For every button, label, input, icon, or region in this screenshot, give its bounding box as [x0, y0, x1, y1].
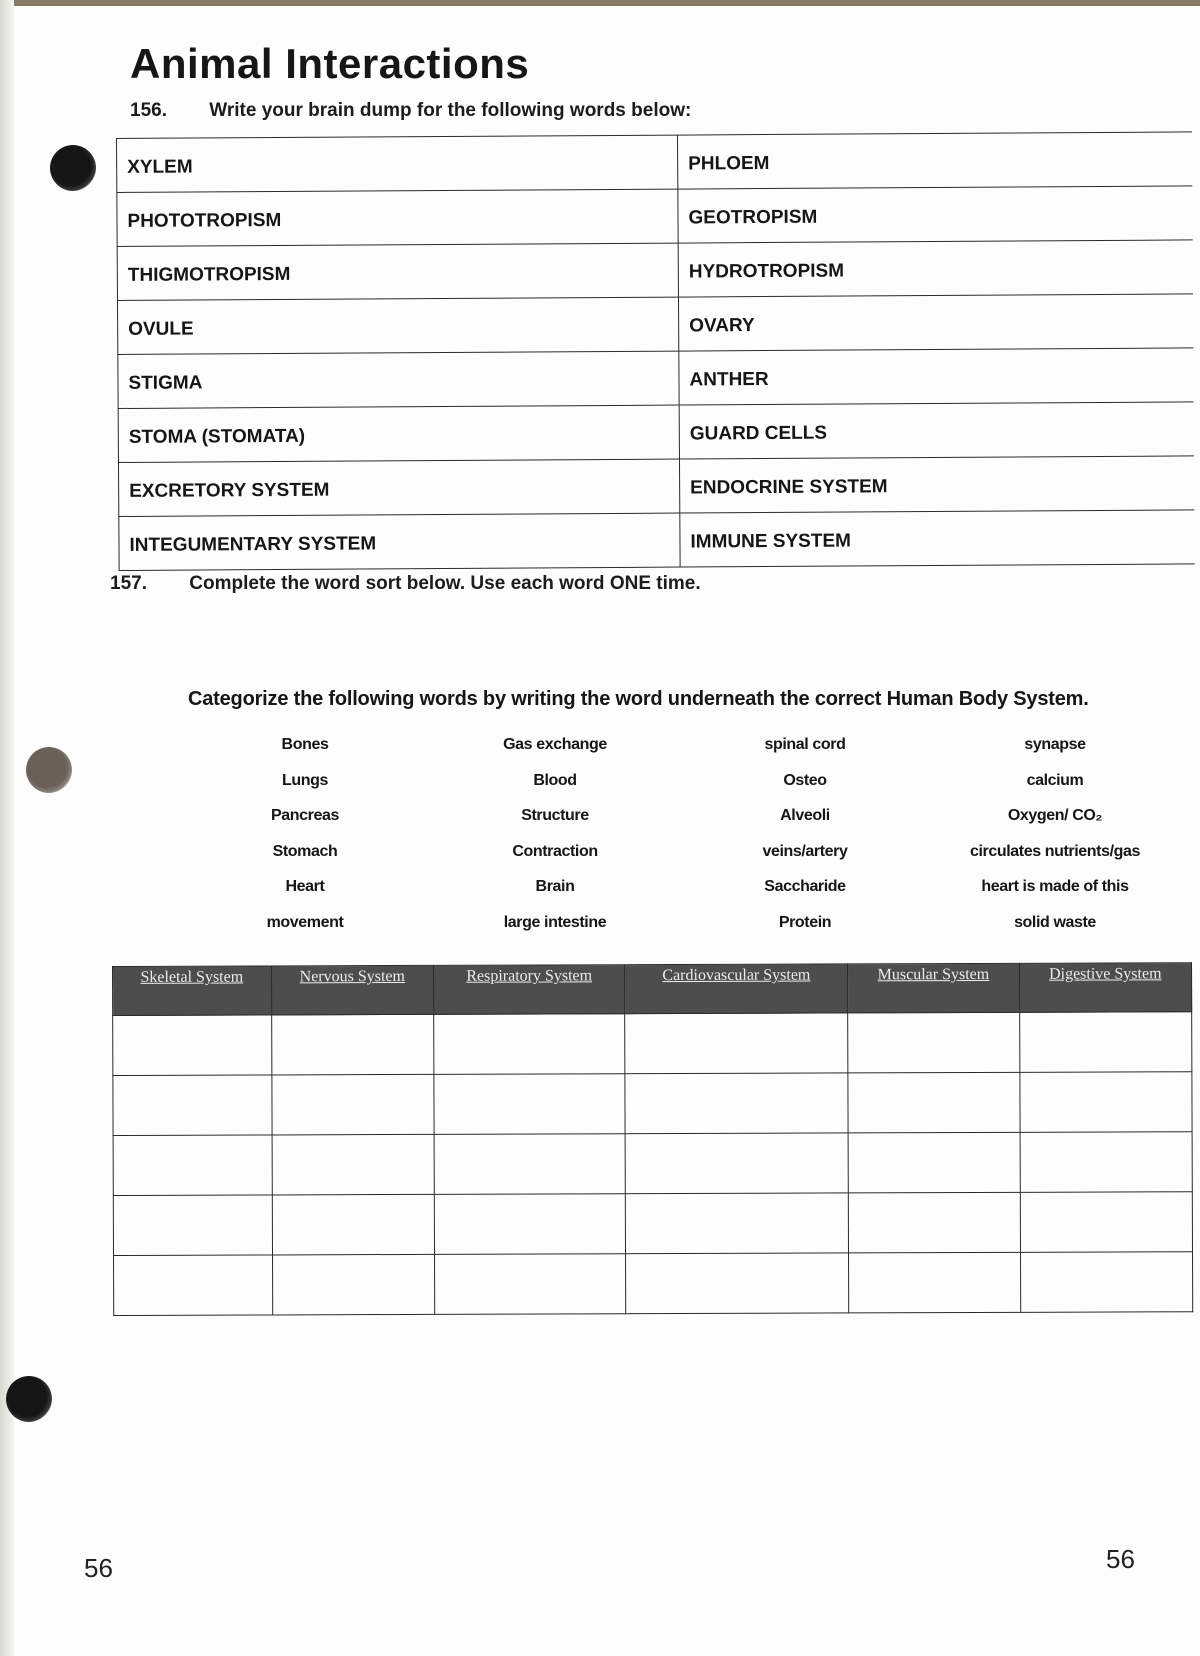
question-157	[110, 573, 701, 595]
question-157-prompt: Complete the word sort below. Use each word ONE time.	[189, 573, 701, 594]
answer-cell[interactable]	[848, 1072, 1019, 1133]
brain-dump-term[interactable]: EXCRETORY SYSTEM	[118, 459, 679, 516]
brain-dump-term[interactable]: INTEGUMENTARY SYSTEM	[119, 513, 680, 570]
page-number-right: 56	[1106, 1544, 1135, 1574]
brain-dump-term[interactable]: STOMA (STOMATA)	[118, 405, 679, 462]
word-bank-item: Pancreas	[271, 807, 339, 824]
answer-cell[interactable]	[1020, 1252, 1193, 1313]
answer-cell[interactable]	[1019, 1012, 1192, 1073]
answer-cell[interactable]	[113, 1195, 272, 1256]
word-bank-item: solid waste	[1014, 913, 1096, 931]
word-bank-item: Oxygen/ CO₂	[1007, 807, 1103, 824]
brain-dump-term[interactable]: XYLEM	[117, 135, 678, 192]
answer-cell[interactable]	[434, 1014, 626, 1075]
brain-dump-row	[117, 240, 1193, 301]
word-bank-item: Saccharide	[764, 878, 846, 895]
binder-hole-bottom	[6, 1376, 52, 1422]
brain-dump-term[interactable]: IMMUNE SYSTEM	[680, 510, 1195, 567]
answer-cell[interactable]	[626, 1253, 849, 1314]
word-bank-item: Lungs	[282, 771, 328, 789]
answer-cell[interactable]	[1020, 1132, 1193, 1193]
word-bank-item: large intestine	[503, 913, 607, 931]
brain-dump-term[interactable]: OVARY	[678, 294, 1193, 351]
systems-answer-row	[114, 1252, 1193, 1316]
brain-dump-row	[119, 510, 1195, 571]
question-156	[130, 100, 691, 122]
brain-dump-term[interactable]: STIGMA	[118, 351, 679, 408]
answer-cell[interactable]	[434, 1254, 626, 1315]
word-bank-item: Contraction	[512, 842, 598, 860]
brain-dump-term[interactable]: PHLOEM	[677, 132, 1192, 189]
page-number-left: 56	[84, 1553, 113, 1583]
word-sort-heading: Categorize the following words by writing the word underneath the correct Human Body System.	[188, 688, 1089, 710]
brain-dump-row	[118, 348, 1194, 409]
page-title: Animal Interactions	[130, 40, 530, 87]
word-bank-item: Blood	[533, 771, 577, 789]
answer-cell[interactable]	[113, 1075, 272, 1136]
word-bank-item: calcium	[1026, 771, 1084, 789]
answer-cell[interactable]	[849, 1252, 1020, 1313]
word-bank-item: Heart	[285, 878, 325, 895]
brain-dump-term[interactable]: HYDROTROPISM	[678, 240, 1193, 297]
system-column-header: Digestive System	[1019, 963, 1192, 1013]
system-column-header: Muscular System	[848, 963, 1019, 1013]
body-systems-table	[112, 962, 1193, 1316]
brain-dump-term[interactable]: ANTHER	[679, 348, 1194, 405]
systems-answer-row	[113, 1132, 1192, 1196]
brain-dump-row	[117, 294, 1193, 355]
answer-cell[interactable]	[272, 1254, 435, 1315]
system-column-header: Skeletal System	[113, 966, 272, 1016]
brain-dump-term[interactable]: ENDOCRINE SYSTEM	[679, 456, 1194, 513]
brain-dump-row	[117, 186, 1193, 247]
brain-dump-row	[118, 456, 1194, 517]
question-156-prompt: Write your brain dump for the following words below:	[209, 100, 692, 121]
brain-dump-term[interactable]: GEOTROPISM	[678, 186, 1193, 243]
answer-cell[interactable]	[271, 1014, 434, 1075]
word-bank-item: Protein	[778, 913, 832, 931]
word-bank-item: Structure	[521, 807, 589, 824]
system-column-header: Respiratory System	[433, 965, 625, 1015]
word-bank-item: veins/artery	[762, 842, 848, 860]
systems-header-row	[113, 963, 1192, 1016]
word-bank-item: Brain	[535, 878, 575, 895]
brain-dump-term[interactable]: THIGMOTROPISM	[117, 243, 678, 300]
brain-dump-row	[118, 402, 1194, 463]
answer-cell[interactable]	[113, 1015, 272, 1076]
answer-cell[interactable]	[625, 1073, 848, 1134]
answer-cell[interactable]	[114, 1255, 273, 1316]
word-bank-item: Osteo	[783, 771, 827, 789]
answer-cell[interactable]	[113, 1135, 272, 1196]
word-bank-item: spinal cord	[764, 736, 846, 753]
answer-cell[interactable]	[1020, 1192, 1193, 1253]
brain-dump-row	[117, 132, 1193, 193]
answer-cell[interactable]	[626, 1193, 849, 1254]
answer-cell[interactable]	[434, 1194, 626, 1255]
word-bank-item: circulates nutrients/gas	[969, 842, 1141, 860]
binder-hole-middle	[26, 747, 72, 793]
word-bank-item: heart is made of this	[981, 878, 1129, 895]
word-bank-item: Alveoli	[780, 807, 830, 824]
answer-cell[interactable]	[271, 1074, 434, 1135]
answer-cell[interactable]	[272, 1194, 435, 1255]
answer-cell[interactable]	[272, 1134, 435, 1195]
brain-dump-table	[116, 131, 1195, 571]
answer-cell[interactable]	[434, 1134, 626, 1195]
systems-answer-row	[113, 1072, 1192, 1136]
brain-dump-term[interactable]: OVULE	[117, 297, 678, 354]
word-bank-item: Stomach	[272, 842, 338, 860]
word-bank-item: synapse	[1024, 736, 1086, 753]
answer-cell[interactable]	[1019, 1072, 1192, 1133]
word-bank-item: Bones	[281, 736, 329, 753]
word-bank-item: movement	[266, 913, 344, 931]
question-157-number: 157.	[110, 573, 147, 594]
word-bank	[180, 727, 1180, 940]
systems-answer-row	[113, 1192, 1192, 1256]
answer-cell[interactable]	[849, 1192, 1020, 1253]
word-bank-item: Gas exchange	[503, 736, 607, 753]
paper-top-edge	[0, 0, 1200, 6]
brain-dump-term[interactable]: PHOTOTROPISM	[117, 189, 678, 246]
system-column-header: Nervous System	[271, 965, 434, 1015]
answer-cell[interactable]	[625, 1013, 848, 1074]
answer-cell[interactable]	[848, 1012, 1019, 1073]
binder-hole-top	[50, 145, 96, 191]
answer-cell[interactable]	[625, 1133, 848, 1194]
answer-cell[interactable]	[848, 1132, 1019, 1193]
brain-dump-term[interactable]: GUARD CELLS	[679, 402, 1194, 459]
system-column-header: Cardiovascular System	[625, 964, 848, 1014]
systems-answer-row	[113, 1012, 1192, 1076]
answer-cell[interactable]	[434, 1074, 626, 1135]
question-156-number: 156.	[130, 100, 167, 121]
